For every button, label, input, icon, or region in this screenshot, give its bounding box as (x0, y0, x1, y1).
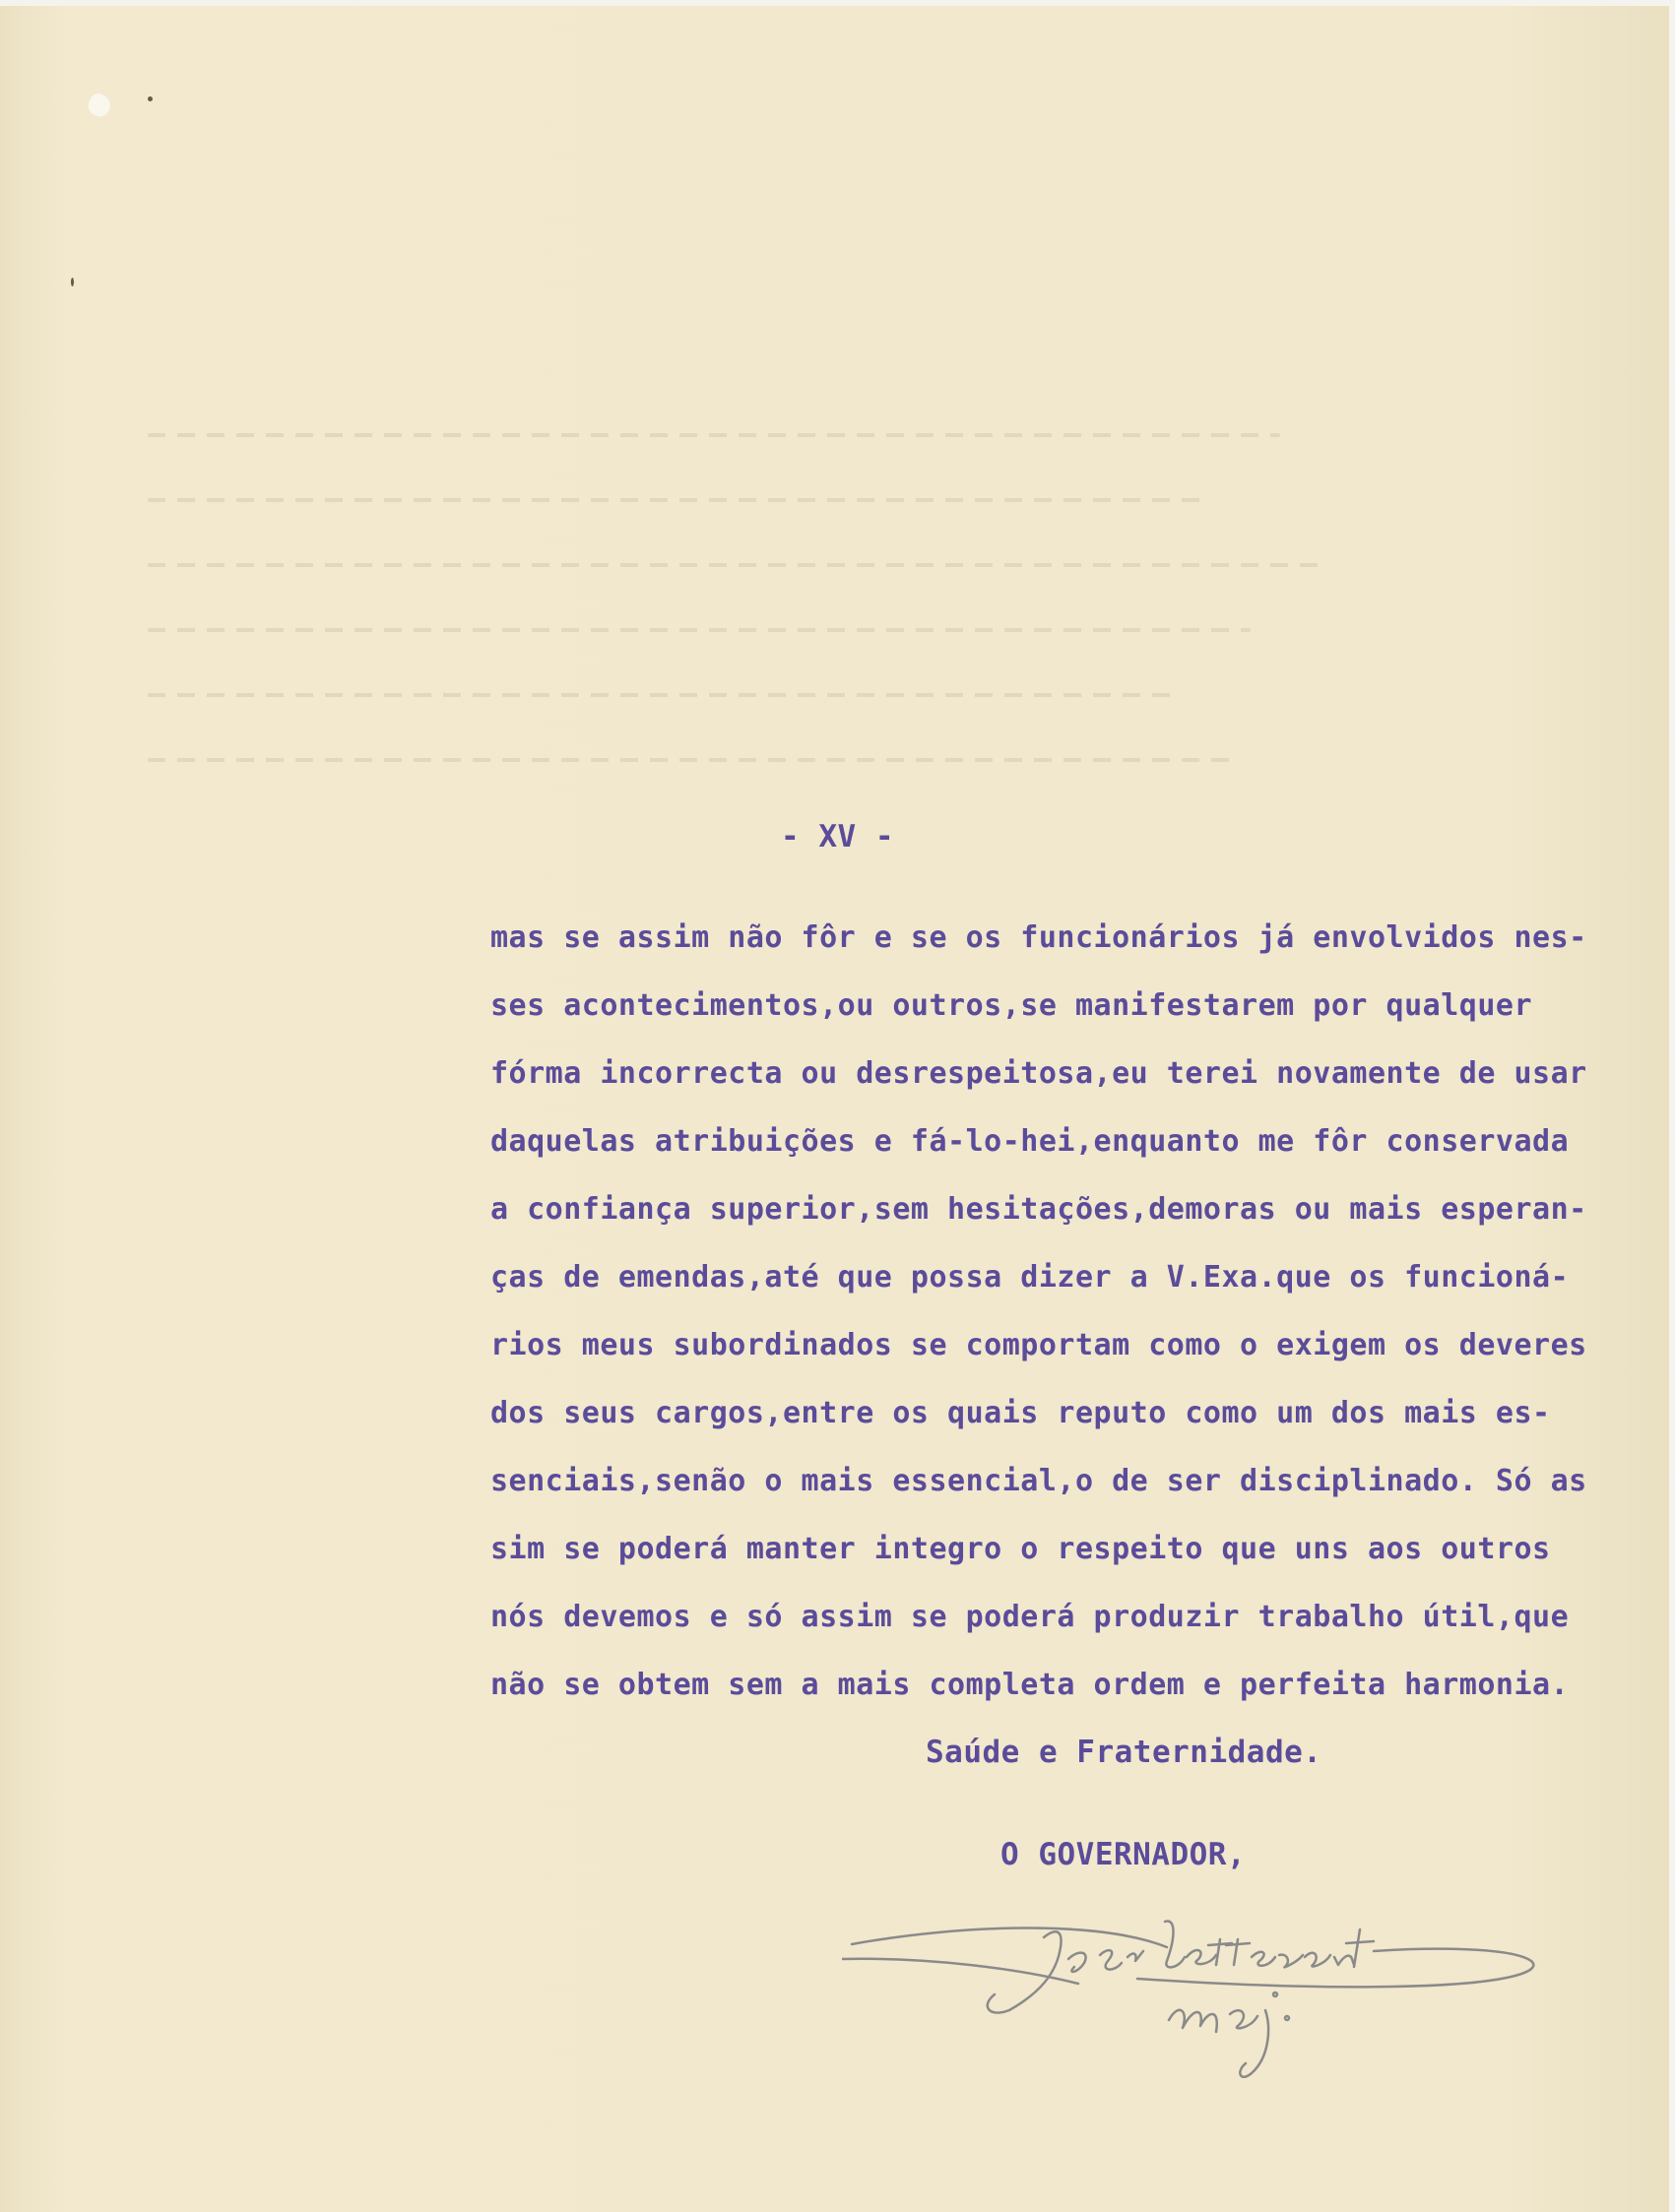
paper-tear (85, 91, 113, 119)
body-line: nós devemos e só assim se poderá produzir trabalho útil,que (490, 1600, 1570, 1634)
body-line: rios meus subordinados se comportam como o exigem os deveres (490, 1328, 1587, 1362)
page-edge-top (0, 0, 1675, 6)
handwritten-signature (842, 1900, 1551, 2097)
body-line: daquelas atribuições e fá-lo-hei,enquanto me fôr conservada (490, 1124, 1570, 1159)
body-line: a confiança superior,sem hesitações,demoras ou mais esperan- (490, 1192, 1587, 1227)
body-line: senciais,senão o mais essencial,o de ser disciplinado. Só as (490, 1464, 1587, 1498)
body-line: não se obtem sem a mais completa ordem e perfeita harmonia. (490, 1668, 1570, 1702)
page-number: - XV - (781, 819, 894, 854)
paper-speck (71, 278, 74, 286)
body-line: fórma incorrecta ou desrespeitosa,eu terei novamente de usar (490, 1056, 1587, 1091)
body-line: ses acontecimentos,ou outros,se manifestarem por qualquer (490, 988, 1533, 1023)
show-through-text (148, 433, 1329, 823)
signer-title: O GOVERNADOR, (1000, 1837, 1247, 1872)
paper-speck (148, 96, 153, 101)
body-line: sim se poderá manter integro o respeito que uns aos outros (490, 1532, 1551, 1566)
body-line: mas se assim não fôr e se os funcionários já envolvidos nes- (490, 920, 1587, 955)
body-line: ças de emendas,até que possa dizer a V.Exa.que os funcioná- (490, 1260, 1570, 1295)
body-line: dos seus cargos,entre os quais reputo como um dos mais es- (490, 1396, 1551, 1430)
closing-salutation: Saúde e Fraternidade. (926, 1735, 1322, 1770)
letter-body (490, 904, 1672, 1719)
